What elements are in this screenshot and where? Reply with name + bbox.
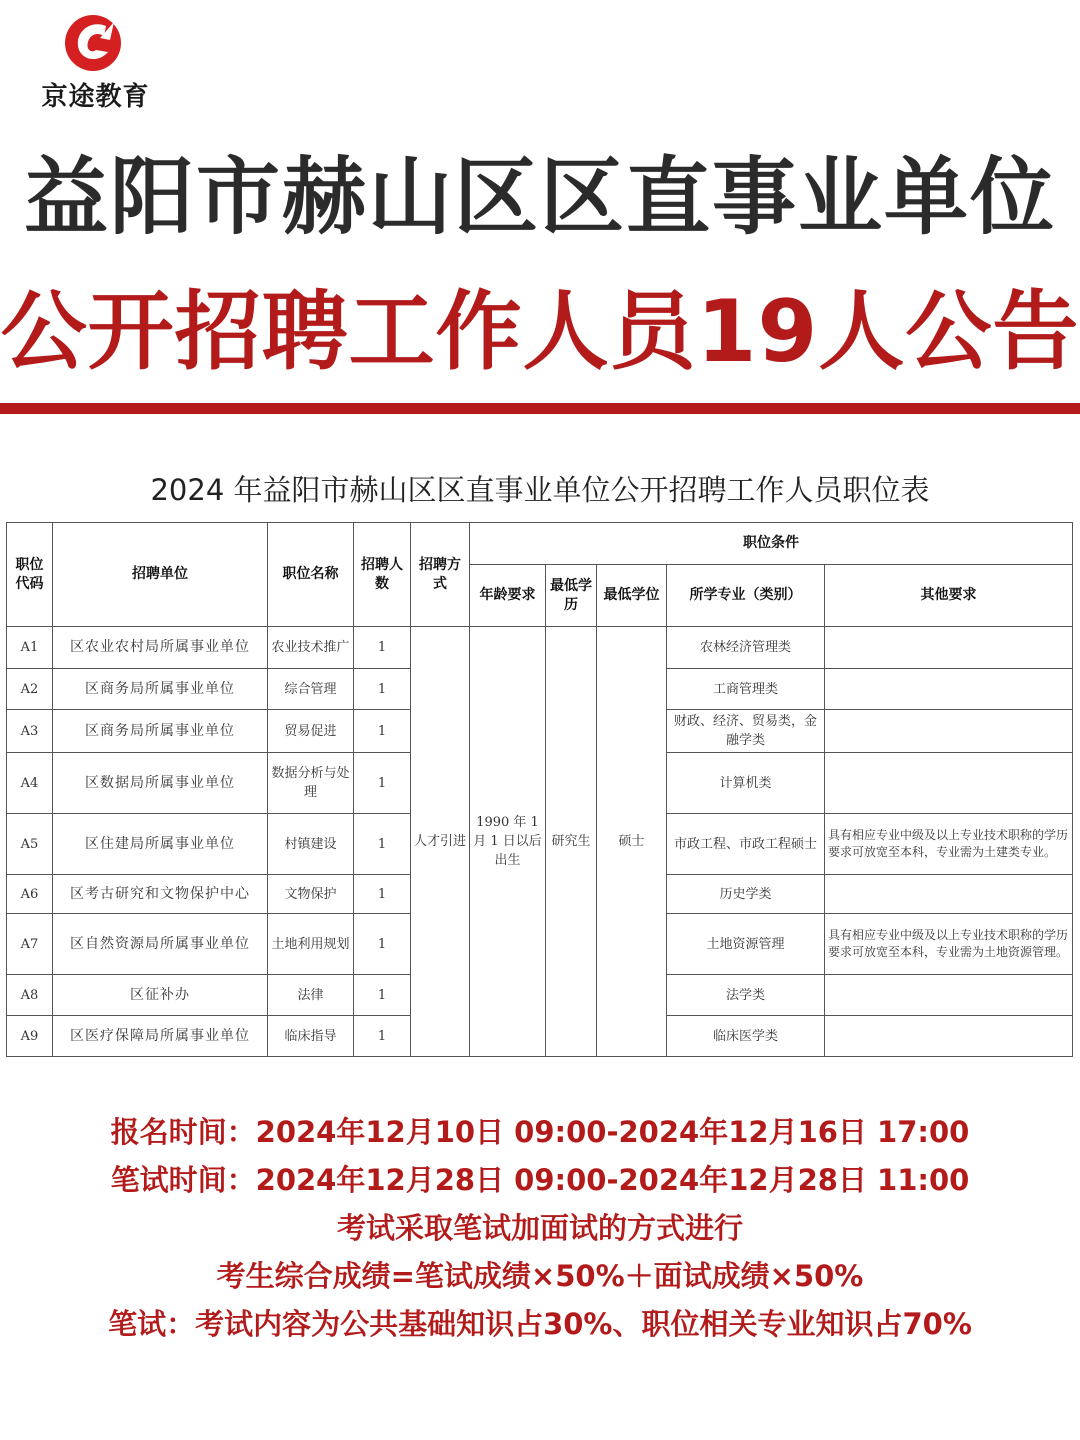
cell-unit: 区数据局所属事业单位 <box>53 753 268 814</box>
cell-code: A5 <box>7 814 53 875</box>
cell-other <box>825 1016 1073 1057</box>
cell-degree: 硕士 <box>597 627 667 1057</box>
header-edu: 最低学历 <box>546 565 597 627</box>
cell-major: 计算机类 <box>667 753 825 814</box>
cell-unit: 区住建局所属事业单位 <box>53 814 268 875</box>
cell-code: A9 <box>7 1016 53 1057</box>
cell-position: 村镇建设 <box>268 814 354 875</box>
cell-code: A7 <box>7 914 53 975</box>
cell-major: 市政工程、市政工程硕士 <box>667 814 825 875</box>
headline-line-1: 益阳市赫山区区直事业单位 <box>23 148 1056 246</box>
cell-age: 1990 年 1 月 1 日以后出生 <box>470 627 546 1057</box>
cell-count: 1 <box>354 875 411 914</box>
cell-count: 1 <box>354 975 411 1016</box>
positions-table <box>6 522 1073 1057</box>
cell-unit: 区考古研究和文物保护中心 <box>53 875 268 914</box>
cell-code: A4 <box>7 753 53 814</box>
logo-wordmark: 京途教育 <box>41 82 150 112</box>
cell-count: 1 <box>354 627 411 669</box>
cell-other <box>825 627 1073 669</box>
cell-count: 1 <box>354 814 411 875</box>
score-formula: 考生综合成绩=笔试成绩×50%＋面试成绩×50% <box>216 1259 864 1293</box>
cell-count: 1 <box>354 710 411 753</box>
cell-unit: 区农业农村局所属事业单位 <box>53 627 268 669</box>
cell-position: 贸易促进 <box>268 710 354 753</box>
header-method: 招聘方式 <box>411 523 470 627</box>
cell-position: 综合管理 <box>268 669 354 710</box>
header-unit: 招聘单位 <box>53 523 268 627</box>
cell-other: 具有相应专业中级及以上专业技术职称的学历要求可放宽至本科，专业需为土地资源管理。 <box>825 914 1073 975</box>
table-row <box>7 627 1073 669</box>
cell-other <box>825 710 1073 753</box>
header-count: 招聘人数 <box>354 523 411 627</box>
cell-code: A3 <box>7 710 53 753</box>
cell-unit: 区征补办 <box>53 975 268 1016</box>
cell-position: 土地利用规划 <box>268 914 354 975</box>
header-other: 其他要求 <box>825 565 1073 627</box>
exam-format: 考试采取笔试加面试的方式进行 <box>336 1211 743 1245</box>
cell-major: 土地资源管理 <box>667 914 825 975</box>
header-code: 职位代码 <box>7 523 53 627</box>
cell-position: 文物保护 <box>268 875 354 914</box>
cell-count: 1 <box>354 914 411 975</box>
exam-content: 笔试：考试内容为公共基础知识占30%、职位相关专业知识占70% <box>108 1307 972 1341</box>
brand-logo <box>28 8 168 112</box>
cell-position: 法律 <box>268 975 354 1016</box>
cell-other <box>825 975 1073 1016</box>
cell-code: A6 <box>7 875 53 914</box>
cell-major: 财政、经济、贸易类，金融学类 <box>667 710 825 753</box>
cell-unit: 区医疗保障局所属事业单位 <box>53 1016 268 1057</box>
cell-code: A1 <box>7 627 53 669</box>
signup-time: 报名时间：2024年12月10日 09:00-2024年12月16日 17:00 <box>110 1115 970 1149</box>
cell-method: 人才引进 <box>411 627 470 1057</box>
cell-code: A8 <box>7 975 53 1016</box>
cell-position: 数据分析与处理 <box>268 753 354 814</box>
cell-count: 1 <box>354 669 411 710</box>
header-major: 所学专业（类别） <box>667 565 825 627</box>
cell-other <box>825 669 1073 710</box>
cell-major: 工商管理类 <box>667 669 825 710</box>
header-degree: 最低学位 <box>597 565 667 627</box>
cell-position: 农业技术推广 <box>268 627 354 669</box>
divider-rule <box>0 403 1080 414</box>
cell-major: 历史学类 <box>667 875 825 914</box>
table-title: 2024 年益阳市赫山区区直事业单位公开招聘工作人员职位表 <box>150 473 930 507</box>
cell-other <box>825 753 1073 814</box>
cell-other <box>825 875 1073 914</box>
cell-unit: 区商务局所属事业单位 <box>53 710 268 753</box>
header-position: 职位名称 <box>268 523 354 627</box>
cell-unit: 区商务局所属事业单位 <box>53 669 268 710</box>
cell-major: 临床医学类 <box>667 1016 825 1057</box>
cell-code: A2 <box>7 669 53 710</box>
cell-major: 农林经济管理类 <box>667 627 825 669</box>
headline-line-2: 公开招聘工作人员19人公告 <box>0 282 1080 382</box>
written-exam-time: 笔试时间：2024年12月28日 09:00-2024年12月28日 11:00 <box>110 1163 970 1197</box>
jingtu-logo-icon <box>62 12 124 74</box>
cell-unit: 区自然资源局所属事业单位 <box>53 914 268 975</box>
cell-count: 1 <box>354 753 411 814</box>
header-conditions: 职位条件 <box>470 523 1073 565</box>
cell-edu: 研究生 <box>546 627 597 1057</box>
header-age: 年龄要求 <box>470 565 546 627</box>
cell-other: 具有相应专业中级及以上专业技术职称的学历要求可放宽至本科，专业需为土建类专业。 <box>825 814 1073 875</box>
exam-notes <box>0 1108 1080 1348</box>
cell-position: 临床指导 <box>268 1016 354 1057</box>
cell-count: 1 <box>354 1016 411 1057</box>
cell-major: 法学类 <box>667 975 825 1016</box>
